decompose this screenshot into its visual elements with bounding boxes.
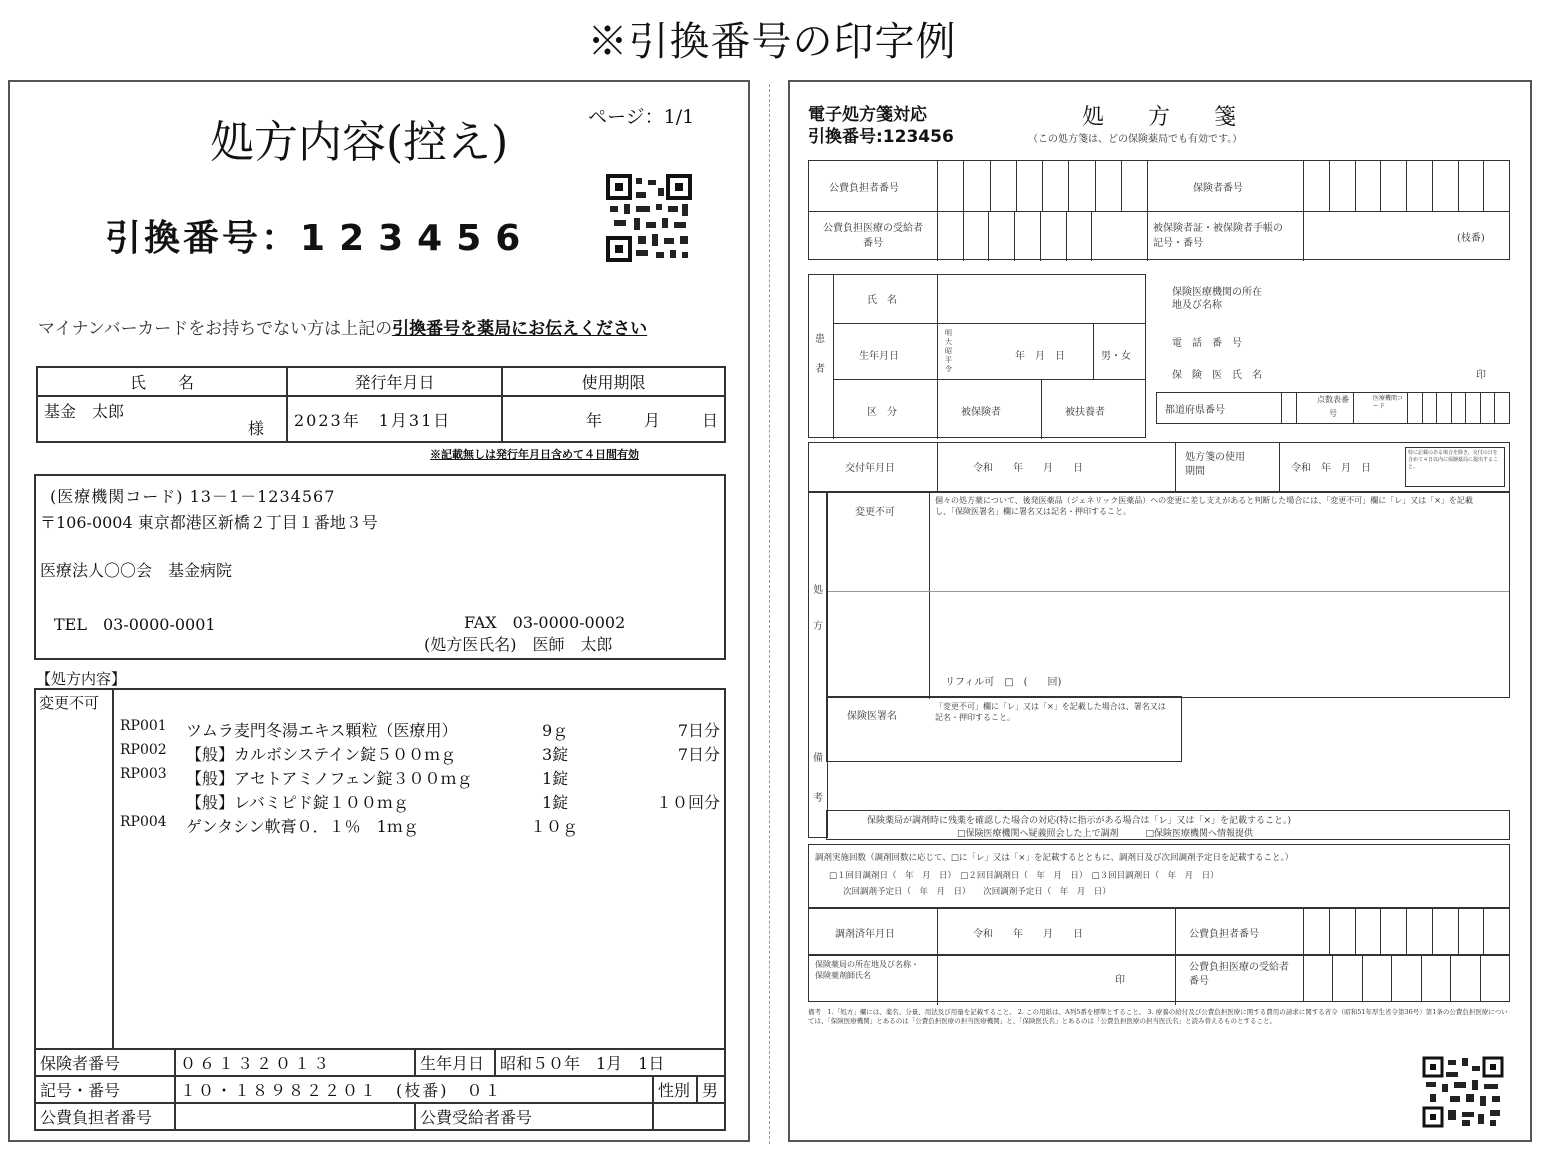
grid-divider	[1041, 379, 1042, 439]
page-indicator: ページ：1/1	[588, 106, 695, 128]
page-heading: ※引換番号の印字例	[587, 19, 957, 65]
institution-code: (医療機関コード) 13－1－1234567	[50, 487, 336, 506]
header-expiry: 使用期限	[502, 367, 725, 396]
label-rx-vertical: 処方	[813, 585, 823, 632]
insurer-label: 保険者番号	[35, 1049, 175, 1076]
insurance-table	[34, 1048, 726, 1131]
rx-code: RP001	[120, 718, 167, 734]
rx-days: 7日分	[677, 745, 720, 764]
dispense-reiwa: 令和 年 月 日	[973, 929, 1083, 940]
form-header	[808, 104, 954, 148]
prescription-copy-sheet	[8, 80, 750, 1142]
public-payer-value	[175, 1103, 415, 1130]
rx-qty: １０ｇ	[530, 817, 579, 836]
rx-qty: 1錠	[542, 793, 569, 812]
rx-row	[120, 790, 720, 814]
rx-code: RP002	[120, 742, 167, 758]
rx-days: １０回分	[655, 793, 720, 812]
patient-block	[808, 274, 1146, 438]
header-line2: 引換番号:123456	[808, 127, 954, 147]
grid-divider	[1279, 443, 1280, 491]
rx-qty: 9ｇ	[542, 721, 569, 740]
digit-boxes	[1281, 393, 1311, 423]
insurer-value: ０６１３２０１３	[175, 1049, 415, 1076]
digit-boxes	[937, 161, 1147, 211]
sex-value: 男	[697, 1076, 725, 1103]
label-category: 区 分	[867, 407, 897, 418]
rx-code: RP003	[120, 766, 167, 782]
mynumber-notice-prefix: マイナンバーカードをお持ちでない方は上記の	[38, 319, 393, 339]
label-birth: 生年月日	[859, 351, 899, 362]
dispense-next: 次回調剤予定日（ 年 月 日） 次回調剤予定日（ 年 月 日）	[843, 887, 1111, 897]
rx-content-box	[34, 688, 726, 1050]
dispense-count-box	[808, 844, 1510, 908]
symbol-label: 記号・番号	[35, 1076, 175, 1103]
grid-divider	[937, 275, 938, 439]
rx-no-change-column: 変更不可	[36, 690, 114, 1048]
copy-title: 処方内容(控え)	[210, 117, 509, 168]
expiry-cell	[502, 396, 725, 442]
digit-boxes	[1407, 393, 1509, 423]
form-subtitle: （この処方箋は、どの保険薬局でも有効です。）	[1028, 134, 1243, 145]
dispense-count: 調剤実施回数（調剤回数に応じて、□に「レ」又は「×」を記載するとともに、調剤日及び次回調剤予定日を記載すること。）	[815, 853, 1294, 863]
seal-mark: 印	[1476, 370, 1486, 381]
exchange-number-label: 引換番号：	[105, 218, 301, 259]
public-recipient-label: 公費受給者番号	[415, 1103, 653, 1130]
patient-info-table	[36, 366, 726, 443]
label-inst-code: 医療機関コード	[1373, 395, 1404, 410]
rx-drug: ツムラ麦門冬湯エキス顆粒（医療用）	[186, 721, 458, 740]
institution-name: 医療法人〇〇会 基金病院	[40, 561, 233, 580]
digit-boxes	[937, 211, 1117, 261]
label-sex: 男・女	[1101, 351, 1131, 362]
rx-days: 7日分	[677, 721, 720, 740]
issue-date-row	[808, 442, 1510, 492]
form-title: 処 方 箋	[1082, 105, 1237, 130]
rx-code: RP004	[120, 814, 167, 830]
patient-name-cell	[37, 396, 287, 442]
institution-fax: FAX 03-0000-0002	[464, 613, 626, 632]
rx-row	[120, 718, 720, 742]
grid-divider	[1303, 211, 1304, 261]
digit-boxes	[1303, 955, 1509, 1001]
valid-reiwa: 令和 年 月 日	[1291, 463, 1371, 474]
rx-drug: 【般】レバミピド錠１００ｍｇ	[186, 793, 409, 812]
birth-label: 生年月日	[415, 1049, 495, 1076]
label-ymd: 年 月 日	[1015, 351, 1065, 362]
label-dispense-date: 調剤済年月日	[835, 929, 895, 940]
label-issue-date: 交付年月日	[845, 463, 895, 474]
header-line1: 電子処方箋対応	[808, 105, 927, 125]
grid-line	[827, 591, 1509, 592]
patient-name: 基金 太郎	[44, 402, 125, 421]
symbol-value: １０・１８９８２２０１ (枝番) ０１	[175, 1076, 653, 1103]
grid-line	[809, 211, 1509, 212]
grid-divider	[929, 493, 930, 699]
mynumber-notice-emphasis: 引換番号を薬局にお伝えください	[392, 319, 648, 339]
rx-area	[826, 492, 1510, 698]
rx-list	[120, 718, 720, 838]
label-phone: 電 話 番 号	[1172, 338, 1242, 349]
dispense-date-row	[808, 908, 1510, 956]
public-payer-label: 公費負担者番号	[35, 1103, 175, 1130]
insurance-grid	[808, 160, 1510, 260]
label-name: 氏 名	[867, 295, 897, 306]
expiry-month: 月	[643, 410, 660, 430]
pharmacy-action-box	[826, 810, 1510, 840]
header-name: 氏 名	[37, 367, 287, 396]
public-recipient-value	[653, 1103, 725, 1130]
pharmacy-row	[808, 954, 1510, 1002]
label-public-payer: 公費負担者番号	[829, 183, 899, 194]
mynumber-notice	[38, 314, 647, 339]
rx-section-label: 【処方内容】	[36, 670, 127, 688]
label-patient-vertical: 患者	[815, 334, 825, 375]
label-insurer: 保険者番号	[1193, 183, 1243, 194]
rx-qty: 1錠	[542, 769, 569, 788]
prescribing-doctor: (処方医氏名) 医師 太郎	[424, 635, 613, 654]
rx-row	[120, 766, 720, 790]
refill-label: リフィル可 □ ( 回)	[945, 677, 1062, 688]
prescription-form	[800, 96, 1518, 1132]
header-issue-date: 発行年月日	[287, 367, 502, 396]
dispense-first: □１回目調剤日（ 年 月 日） □２回目調剤日（ 年 月 日） □３回目調剤日（ 年 月 日）	[829, 871, 1219, 881]
institution-address: 〒106-0004 東京都港区新橋２丁目１番地３号	[40, 513, 378, 532]
label-valid-period: 処方箋の使用期間	[1185, 452, 1245, 477]
electronic-prescription-sheet	[788, 80, 1532, 1142]
doctor-sign-note: 「変更不可」欄に「レ」又は「×」を記載した場合は、署名又は記名・押印すること。	[935, 702, 1166, 722]
label-doctor-name: 保 険 医 氏 名	[1172, 370, 1262, 381]
form-notes: 備考 1.「処方」欄には、薬名、分量、用法及び用量を記載すること。 2. この用紙は、A列5番を標準とすること。 3. 療養の給付及び公費負担医療に関する費用の請求に関する省令（昭和51年厚生省令第36号）第1条の公費負担医療については、「保険医療機関」とあるのは「公費負担医療の担当医療機関」と、「保険医氏名」とあるのは「公費負担医療の担当医氏名」と読み替えるものとすること。	[808, 1008, 1508, 1025]
label-era: 明大昭平令	[945, 329, 952, 373]
sex-label: 性別	[653, 1076, 697, 1103]
institution-box	[34, 474, 726, 660]
rx-qty: 3錠	[542, 745, 569, 764]
validity-note: ※記載無しは発行年月日含めて４日間有効	[430, 448, 639, 461]
institution-tel: TEL 03-0000-0001	[54, 615, 216, 634]
label-insured: 被保険者	[961, 407, 1001, 418]
expiry-day: 日	[701, 410, 718, 430]
grid-divider	[1175, 443, 1176, 491]
qr-code-icon	[1422, 1056, 1504, 1128]
honorific: 様	[247, 419, 264, 438]
label-prefecture: 都道府県番号	[1165, 405, 1225, 416]
grid-divider	[937, 443, 938, 491]
expiry-year: 年	[585, 410, 602, 430]
no-change-note: 個々の処方薬について、後発医薬品（ジェネリック医薬品）への変更に差し支えがあると判断した場合には、「変更不可」欄に「レ」又は「×」を記載し、「保険医署名」欄に署名又は記名・押印すること。	[935, 496, 1473, 516]
grid-line	[833, 379, 1145, 380]
birth-value: 昭和５０年 1月 1日	[495, 1049, 725, 1076]
rx-vertical-column	[808, 492, 828, 838]
label-public-recipient: 公費負担医療の受給者番号	[823, 223, 923, 249]
label-public-payer-2: 公費負担者番号	[1189, 929, 1259, 940]
grid-line	[833, 323, 1145, 324]
pharmacy-seal: 印	[1115, 975, 1125, 986]
qr-code-icon	[606, 174, 692, 262]
code-grid	[1156, 392, 1510, 424]
pharmacy-options: □保険医療機関へ疑義照会した上で調剤 □保険医療機関へ情報提供	[957, 829, 1254, 839]
label-dependent: 被扶養者	[1065, 407, 1105, 418]
label-no-change: 変更不可	[855, 507, 895, 518]
label-score-table: 点数表番号	[1317, 395, 1349, 418]
pharmacy-action: 保険薬局が調剤時に残薬を確認した場合の対応(特に指示がある場合は「レ」又は「×」を記載すること。)	[867, 816, 1292, 826]
label-insured-card: 被保険者証・被保険者手帳の記号・番号	[1153, 223, 1283, 249]
doctor-sign-box	[826, 696, 1182, 762]
issue-date-reiwa: 令和 年 月 日	[973, 463, 1083, 474]
label-institution-addr: 保険医療機関の所在地及び名称	[1172, 287, 1262, 311]
rx-drug: ゲンタシン軟膏０．１％ 1ｍｇ	[186, 817, 419, 836]
label-public-recipient-2: 公費負担医療の受給者番号	[1189, 962, 1289, 987]
label-remarks-vertical: 備考	[813, 753, 823, 804]
rx-row	[120, 742, 720, 766]
label-pharmacy-addr: 保険薬局の所在地及び名称・保険薬剤師氏名	[815, 960, 919, 980]
rx-drug: 【般】アセトアミノフェン錠３００ｍｇ	[186, 769, 473, 788]
valid-note: 特に記載のある場合を除き、交付の日を含めて４日以内に保険薬局に提出すること。	[1405, 447, 1505, 487]
rx-row	[120, 814, 720, 838]
issue-date: 2023年 1月31日	[287, 396, 502, 442]
grid-divider	[833, 275, 834, 439]
divider	[769, 84, 770, 1144]
digit-boxes	[1353, 393, 1369, 423]
digit-boxes	[1303, 161, 1509, 211]
exchange-number	[105, 210, 534, 261]
digit-boxes	[1303, 909, 1509, 955]
grid-divider	[1093, 323, 1094, 379]
label-doctor-sign: 保険医署名	[847, 711, 897, 722]
exchange-number-value: 123456	[300, 218, 535, 259]
rx-drug: 【般】カルボシステイン錠５００ｍｇ	[186, 745, 457, 764]
label-branch: (枝番)	[1457, 233, 1485, 244]
